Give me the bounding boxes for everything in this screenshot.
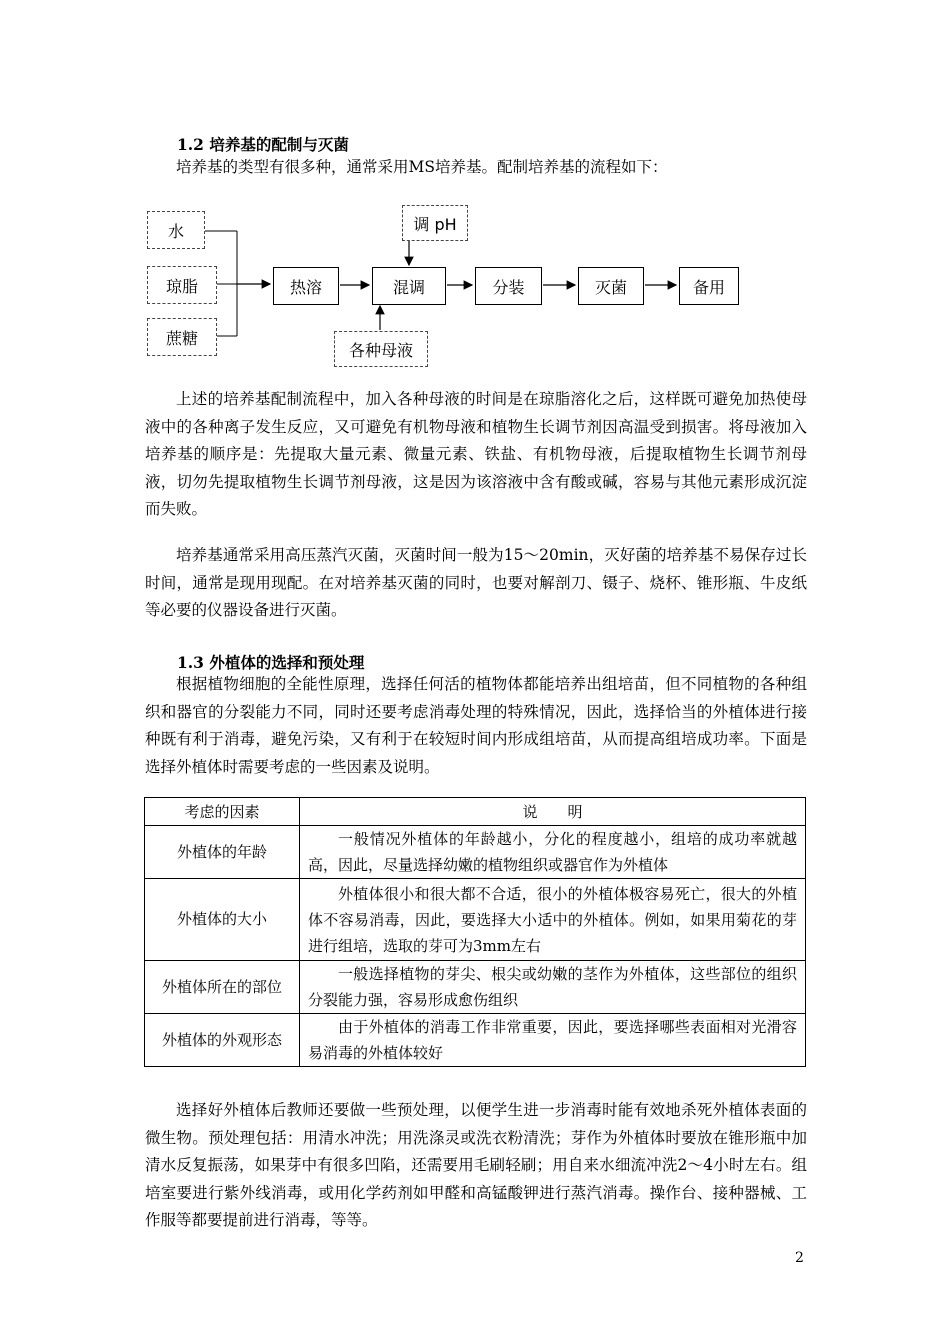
table-header-description: 说 明	[300, 798, 806, 826]
table-cell-factor: 外植体的年龄	[145, 826, 300, 879]
section-1-2-intro: 培养基的类型有很多种，通常采用MS培养基。配制培养基的流程如下：	[176, 158, 668, 176]
section-1-2-heading: 1.2 培养基的配制与灭菌	[177, 135, 349, 154]
table-row	[145, 961, 806, 1014]
table-cell-description: 一般选择植物的芽尖、根尖或幼嫩的茎作为外植体，这些部位的组织分裂能力强，容易形成愈伤组织	[300, 961, 806, 1014]
flow-input-sucrose: 蔗糖	[147, 318, 217, 356]
flow-step-dispense: 分装	[475, 267, 542, 305]
flow-mother-liquor: 各种母液	[334, 331, 428, 367]
table-row	[145, 879, 806, 961]
page-number: 2	[795, 1250, 804, 1266]
paragraph-pretreatment: 选择好外植体后教师还要做一些预处理，以便学生进一步消毒时能有效地杀死外植体表面的微生物。预处理包括：用清水冲洗；用洗涤灵或洗衣粉清洗；芽作为外植体时要放在锥形瓶中加清水反复振荡，如果芽中有很多凹陷，还需要用毛刷轻刷；用自来水细流冲洗2～4小时左右。组培室要进行紫外线消毒，或用化学药剂如甲醛和高锰酸钾进行蒸汽消毒。操作台、接种器械、工作服等都要提前进行消毒，等等。	[145, 1101, 807, 1229]
table-header-factor: 考虑的因素	[145, 798, 300, 826]
flow-step-mix: 混调	[372, 267, 446, 305]
section-1-3-intro: 根据植物细胞的全能性原理，选择任何活的植物体都能培养出组培苗，但不同植物的各种组织和器官的分裂能力不同，同时还要考虑消毒处理的特殊情况，因此，选择恰当的外植体进行接种既有利于消毒，避免污染，又有利于在较短时间内形成组培苗，从而提高组培成功率。下面是选择外植体时需要考虑的一些因素及说明。	[145, 675, 807, 776]
table-cell-factor: 外植体的大小	[145, 879, 300, 961]
flow-adjust-ph: 调 pH	[402, 205, 468, 241]
table-header-row	[145, 798, 806, 826]
table-cell-description: 外植体很小和很大都不合适，很小的外植体极容易死亡，很大的外植体不容易消毒，因此，要选择大小适中的外植体。例如，如果用菊花的芽进行组培，选取的芽可为3mm左右	[300, 879, 806, 961]
flow-input-agar: 琼脂	[147, 266, 217, 304]
flow-input-water: 水	[147, 211, 205, 249]
section-1-3-heading: 1.3 外植体的选择和预处理	[177, 653, 365, 672]
table-cell-description: 由于外植体的消毒工作非常重要，因此，要选择哪些表面相对光滑容易消毒的外植体较好	[300, 1014, 806, 1067]
table-cell-factor: 外植体的外观形态	[145, 1014, 300, 1067]
table-row	[145, 826, 806, 879]
flow-step-ready: 备用	[679, 267, 739, 305]
paragraph-sterilization: 培养基通常采用高压蒸汽灭菌，灭菌时间一般为15～20min，灭好菌的培养基不易保存过长时间，通常是现用现配。在对培养基灭菌的同时，也要对解剖刀、镊子、烧杯、锥形瓶、牛皮纸等必要的仪器设备进行灭菌。	[145, 546, 807, 619]
table-cell-factor: 外植体所在的部位	[145, 961, 300, 1014]
explant-factors-table	[144, 797, 806, 1067]
flowchart-connectors	[0, 0, 950, 380]
flow-step-sterilize: 灭菌	[578, 267, 644, 305]
paragraph-mother-liquor: 上述的培养基配制流程中，加入各种母液的时间是在琼脂溶化之后，这样既可避免加热使母液中的各种离子发生反应，又可避免有机物母液和植物生长调节剂因高温受到损害。将母液加入培养基的顺序是：先提取大量元素、微量元素、铁盐、有机物母液，后提取植物生长调节剂母液，切勿先提取植物生长调节剂母液，这是因为该溶液中含有酸或碱，容易与其他元素形成沉淀而失败。	[145, 390, 807, 518]
table-cell-description: 一般情况外植体的年龄越小，分化的程度越小，组培的成功率就越高，因此，尽量选择幼嫩的植物组织或器官作为外植体	[300, 826, 806, 879]
flow-step-heat-dissolve: 热溶	[273, 267, 339, 305]
table-row	[145, 1014, 806, 1067]
